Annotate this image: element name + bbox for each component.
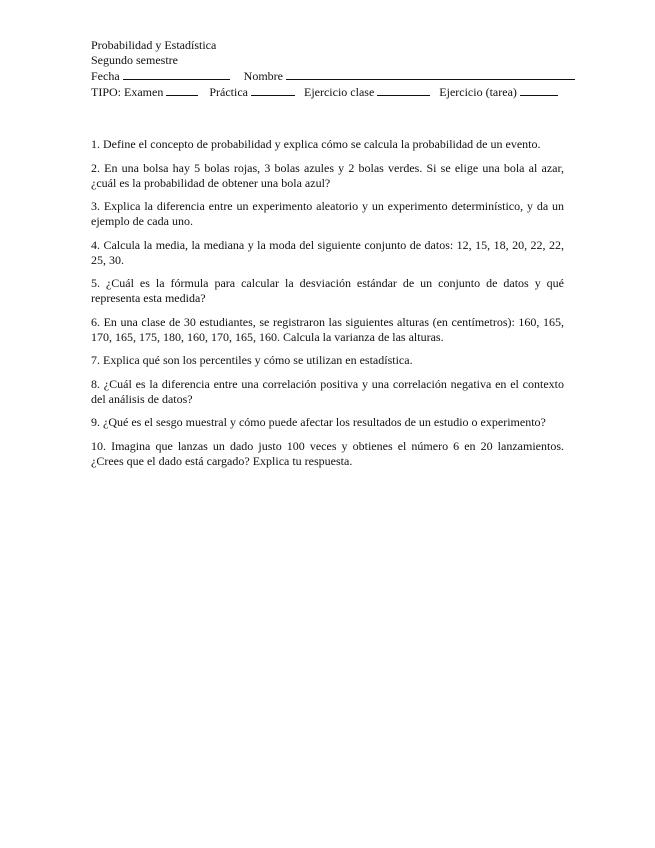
question-2: 2. En una bolsa hay 5 bolas rojas, 3 bolas azules y 2 bolas verdes. Si se elige una bola al azar, ¿cuál es la probabilidad de obtener una bola azul? bbox=[91, 160, 564, 190]
nombre-blank[interactable] bbox=[286, 68, 575, 80]
question-1: 1. Define el concepto de probabilidad y explica cómo se calcula la probabilidad de un evento. bbox=[91, 137, 541, 151]
question-4: 4. Calcula la media, la mediana y la moda del siguiente conjunto de datos: 12, 15, 18, 20, 22, 22, 25, 30. bbox=[91, 237, 564, 267]
examen-label: Examen bbox=[124, 85, 164, 99]
question-10: 10. Imagina que lanzas un dado justo 100 veces y obtienes el número 6 en 20 lanzamientos. ¿Crees que el dado está cargado? Explica tu respuesta. bbox=[91, 438, 564, 468]
course-title: Probabilidad y Estadística bbox=[91, 38, 217, 52]
fecha-blank[interactable] bbox=[123, 68, 230, 80]
ejercicio-clase-blank[interactable] bbox=[377, 84, 430, 96]
question-6: 6. En una clase de 30 estudiantes, se registraron las siguientes alturas (en centímetros): 160, 165, 170, 165, 175, 180, 160, 170, 165, 160. Calcula la varianza de las alturas. bbox=[91, 314, 564, 344]
fecha-nombre-line bbox=[91, 68, 564, 84]
ejercicio-clase-label: Ejercicio clase bbox=[303, 85, 375, 99]
document-header bbox=[91, 38, 564, 100]
semester-label: Segundo semestre bbox=[91, 53, 178, 67]
examen-blank[interactable] bbox=[166, 84, 198, 96]
fecha-label: Fecha bbox=[91, 69, 120, 83]
document-page bbox=[91, 38, 564, 477]
ejercicio-tarea-label: Ejercicio (tarea) bbox=[439, 85, 517, 99]
practica-blank[interactable] bbox=[251, 84, 295, 96]
question-3: 3. Explica la diferencia entre un experimento aleatorio y un experimento determinístico, y da un ejemplo de cada uno. bbox=[91, 199, 564, 228]
question-list bbox=[91, 137, 564, 469]
tipo-label: TIPO: bbox=[91, 85, 121, 99]
question-7: 7. Explica qué son los percentiles y cómo se utilizan en estadística. bbox=[91, 353, 413, 367]
nombre-label: Nombre bbox=[243, 69, 283, 83]
practica-label: Práctica bbox=[209, 85, 248, 99]
ejercicio-tarea-blank[interactable] bbox=[520, 84, 558, 96]
question-8: 8. ¿Cuál es la diferencia entre una correlación positiva y una correlación negativa en el contexto del análisis de datos? bbox=[91, 376, 564, 406]
question-9: 9. ¿Qué es el sesgo muestral y cómo puede afectar los resultados de un estudio o experimento? bbox=[91, 415, 546, 429]
question-5: 5. ¿Cuál es la fórmula para calcular la desviación estándar de un conjunto de datos y qué representa esta medida? bbox=[91, 276, 564, 305]
tipo-line bbox=[91, 84, 564, 100]
